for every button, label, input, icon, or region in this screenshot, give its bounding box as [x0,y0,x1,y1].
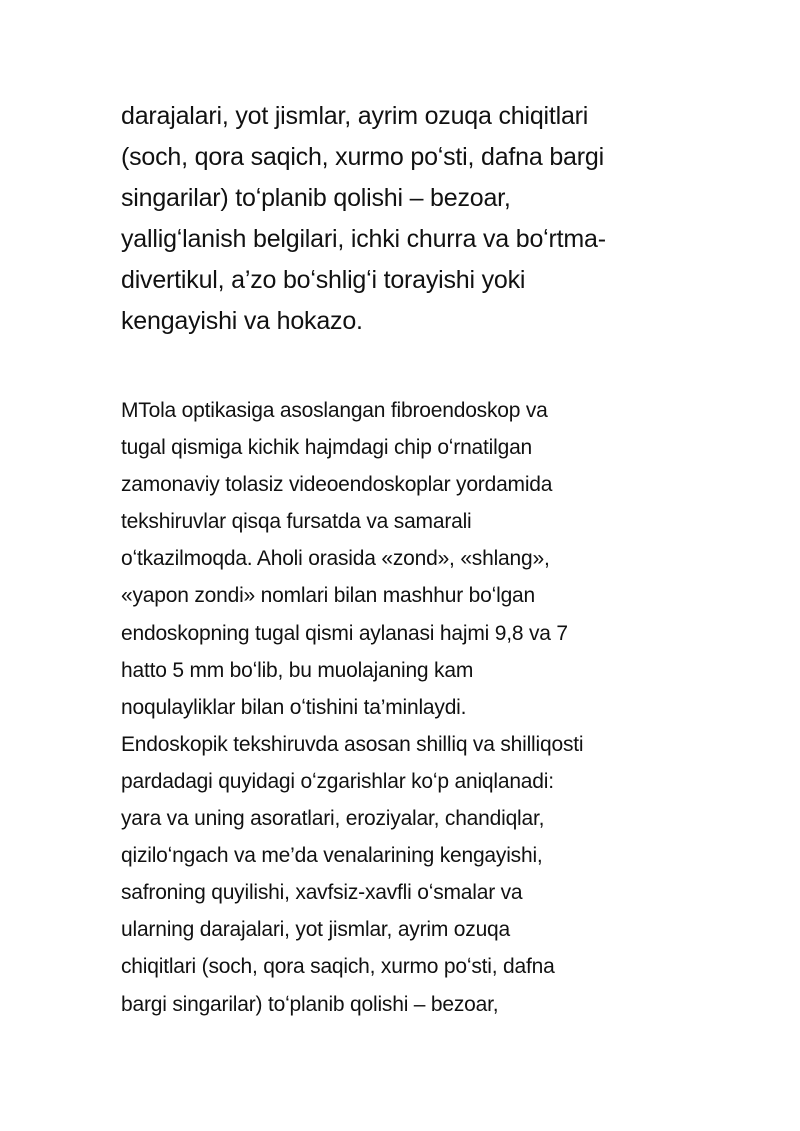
paragraph-2-line: chiqitlari (soch, qora saqich, xurmo poʻsti, dafna [121,955,555,979]
paragraph-2-line: hatto 5 mm boʻlib, bu muolajaning kam [121,658,474,682]
paragraph-2-line: bargi singarilar) toʻplanib qolishi – bezoar, [121,992,499,1016]
paragraph-2-line: tekshiruvlar qisqa fursatda va samarali [121,510,472,534]
paragraph-2 [121,392,721,1023]
paragraph-1-line: (soch, qora saqich, xurmo poʻsti, dafna bargi [121,143,604,171]
paragraph-2-line: yara va uning asoratlari, eroziyalar, chandiqlar, [121,807,545,831]
paragraph-1 [121,96,721,342]
paragraph-1-line: singarilar) toʻplanib qolishi – bezoar, [121,184,511,212]
paragraph-1-line: kengayishi va hokazo. [121,307,363,335]
paragraph-2-line: MTola optikasiga asoslangan fibroendoskop va [121,399,548,422]
paragraph-2-line: noqulayliklar bilan oʻtishini ta’minlaydi. [121,695,467,719]
paragraph-2-line: qiziloʻngach va me’da venalarining kengayishi, [121,844,543,868]
paragraph-2-line: Endoskopik tekshiruvda asosan shilliq va shilliqosti [121,732,584,756]
paragraph-2-line: endoskopning tugal qismi aylanasi hajmi 9,8 va 7 [121,621,568,645]
paragraph-2-line: safroning quyilishi, xavfsiz-xavfli oʻsmalar va [121,881,523,905]
paragraph-2-line: tugal qismiga kichik hajmdagi chip oʻrnatilgan [121,436,533,460]
paragraph-1-line: darajalari, yot jismlar, ayrim ozuqa chiqitlari [121,102,589,130]
paragraph-1-line: yalligʻlanish belgilari, ichki churra va boʻrtma- [121,225,606,253]
paragraph-1-line: divertikul, a’zo boʻshligʻi torayishi yoki [121,266,526,294]
paragraph-2-line: «yapon zondi» nomlari bilan mashhur boʻlgan [121,584,536,608]
paragraph-2-line: zamonaviy tolasiz videoendoskoplar yordamida [121,473,553,497]
paragraph-2-line: oʻtkazilmoqda. Aholi orasida «zond», «shlang», [121,547,550,571]
paragraph-2-line: pardadagi quyidagi oʻzgarishlar koʻp aniqlanadi: [121,769,554,793]
paragraph-2-line: ularning darajalari, yot jismlar, ayrim ozuqa [121,918,511,942]
